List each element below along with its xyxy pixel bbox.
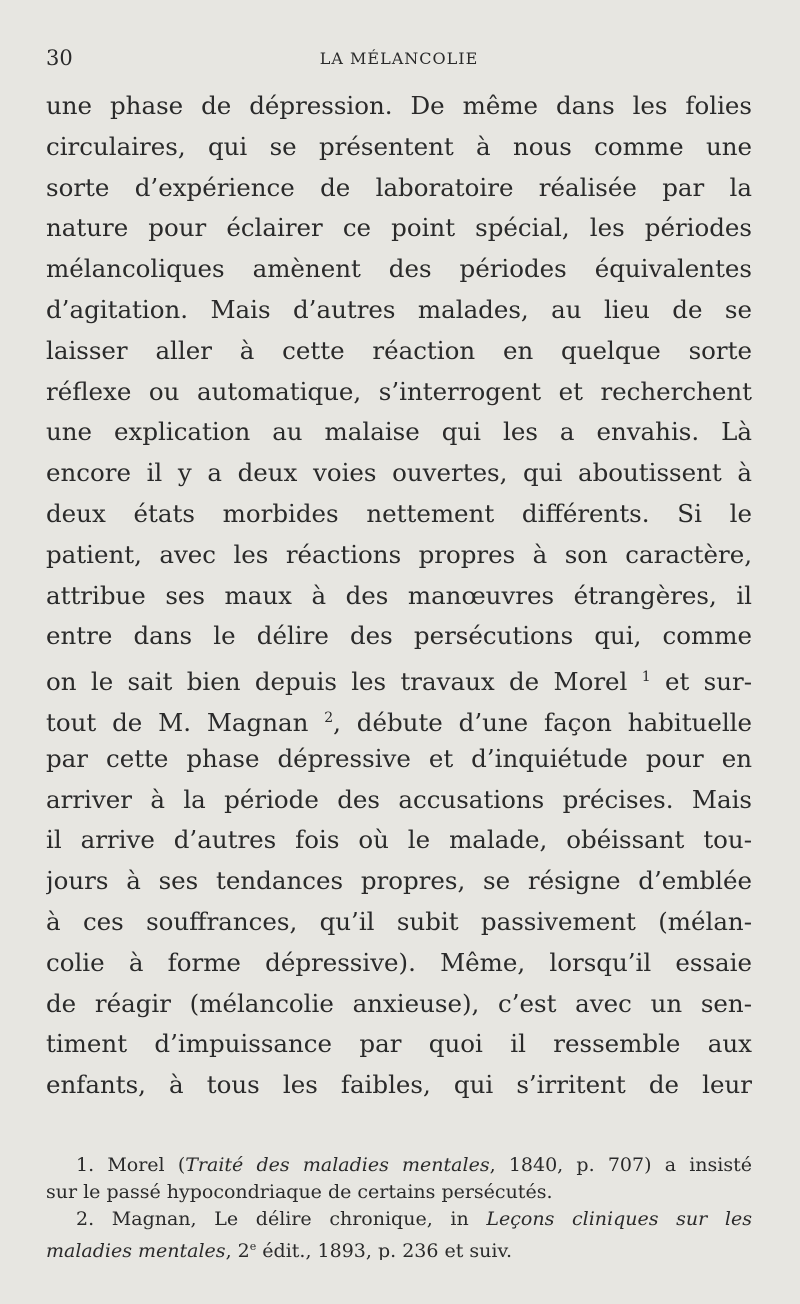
page-header	[46, 44, 752, 72]
text-line: une explication au malaise qui les a envahis. Là	[46, 417, 752, 447]
text-line-with-note-2	[46, 698, 752, 739]
text-segment: , débute d’une façon habituelle	[333, 707, 752, 737]
text-line: une phase de dépression. De même dans les folies	[46, 91, 752, 120]
text-segment: tout de M. Magnan	[46, 707, 325, 737]
text-line: colie à forme dépressive). Même, lorsqu’il essaie	[46, 947, 752, 977]
fn-text: , 2	[225, 1240, 250, 1260]
fn-superscript: e	[249, 1240, 257, 1253]
text-line: jours à ses tendances propres, se résigne d’emblée	[46, 866, 752, 896]
text-segment: on le sait bien depuis les travaux de Morel	[46, 667, 642, 697]
fn-text: édit., 1893, p. 236 et suiv.	[256, 1240, 513, 1260]
text-line: attribue ses maux à des manœuvres étrangères, il	[46, 580, 752, 610]
text-line: arriver à la période des accusations précises. Mais	[46, 784, 752, 814]
text-line: patient, avec les réactions propres à son caractère,	[46, 539, 752, 569]
body-text	[46, 86, 752, 1106]
fn-book-title: Leçons cliniques sur les	[486, 1208, 752, 1230]
text-segment: et sur-	[650, 667, 752, 697]
text-line: nature pour éclairer ce point spécial, les périodes	[46, 213, 752, 243]
running-title: LA MÉLANCOLIE	[319, 49, 479, 68]
text-line: de réagir (mélancolie anxieuse), c’est avec un sen-	[46, 988, 752, 1018]
text-line: enfants, à tous les faibles, qui s’irritent de leur	[46, 1070, 752, 1100]
footnote-1-line-1	[46, 1152, 752, 1179]
text-line: deux états morbides nettement différents. Si le	[46, 498, 752, 528]
footnotes	[46, 1152, 752, 1260]
footnote-2-line-2	[46, 1233, 752, 1260]
footnote-1-line-2: sur le passé hypocondriaque de certains persécutés.	[46, 1181, 553, 1203]
fn-text: 1. Morel (	[76, 1154, 186, 1176]
footnote-marker-2[interactable]: 2	[324, 709, 334, 726]
text-line: par cette phase dépressive et d’inquiétude pour en	[46, 743, 752, 773]
text-line: encore il y a deux voies ouvertes, qui aboutissent à	[46, 458, 752, 488]
text-line: timent d’impuissance par quoi il ressemble aux	[46, 1029, 752, 1059]
fn-book-title: maladies mentales	[46, 1240, 226, 1260]
fn-text: , 1840, p. 707) a insisté	[489, 1154, 752, 1176]
footnote-marker-1[interactable]: 1	[641, 669, 651, 686]
text-line: entre dans le délire des persécutions qui, comme	[46, 621, 752, 651]
text-line: à ces souffrances, qu’il subit passivement (mélan-	[46, 906, 752, 936]
fn-book-title: Traité des maladies mentales	[185, 1154, 490, 1176]
text-line: d’agitation. Mais d’autres malades, au lieu de se	[46, 294, 752, 324]
footnote-2-line-1	[46, 1206, 752, 1233]
page-number: 30	[46, 46, 73, 70]
text-line: il arrive d’autres fois où le malade, obéissant tou-	[46, 825, 752, 855]
fn-text: 2. Magnan, Le délire chronique, in	[76, 1208, 487, 1230]
text-line: réflexe ou automatique, s’interrogent et recherchent	[46, 376, 752, 406]
text-line: laisser aller à cette réaction en quelque sorte	[46, 335, 752, 365]
text-line-with-note-1	[46, 657, 752, 698]
text-line: circulaires, qui se présentent à nous comme une	[46, 131, 752, 161]
text-line: mélancoliques amènent des périodes équivalentes	[46, 254, 752, 284]
text-line: sorte d’expérience de laboratoire réalisée par la	[46, 172, 752, 202]
